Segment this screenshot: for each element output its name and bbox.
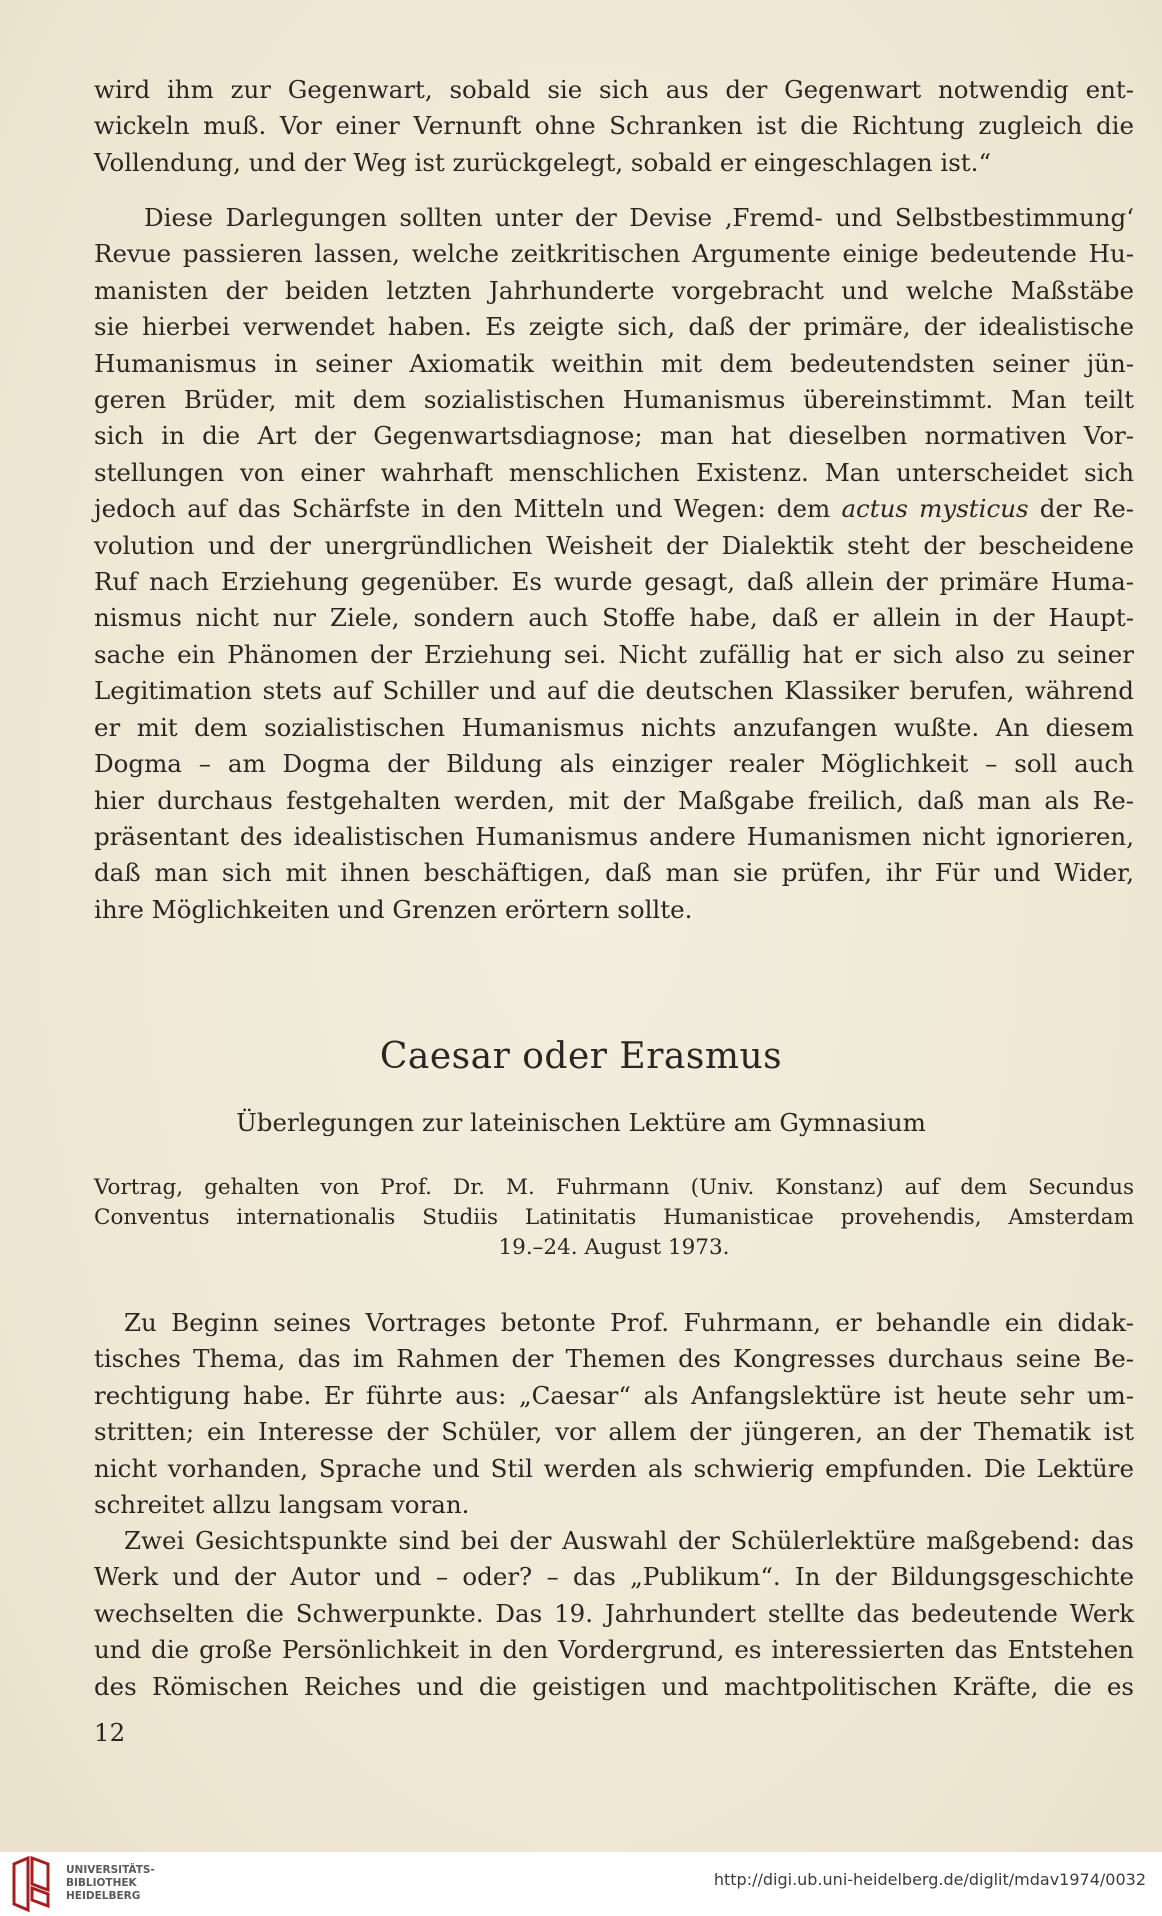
text-line: tisches Thema, das im Rahmen der Themen des Kongresses durchaus seine Be- [94,1344,1134,1374]
text-line: manisten der beiden letzten Jahrhunderte vorgebracht und welche Maßstäbe [94,275,1134,305]
note-date: 19.–24. August 1973. [498,1235,730,1260]
text-line: Revue passieren lassen, welche zeitkritischen Argumente einige bedeutende Hu- [94,239,1134,269]
source-url-link[interactable]: http://digi.ub.uni-heidelberg.de/diglit/mdav1974/0032 [713,1870,1146,1889]
page-number: 12 [94,1718,126,1747]
university-library-logo-icon [8,1856,60,1912]
library-footer [0,1852,1162,1916]
text-line: Humanismus in seiner Axiomatik weithin mit dem bedeutendsten seiner jün- [94,348,1134,378]
text-line: hier durchaus festgehalten werden, mit der Maßgabe freilich, daß man als Re- [94,785,1134,815]
text-line: Zwei Gesichtspunkte sind bei der Auswahl der Schülerlektüre maßgebend: das [124,1526,1134,1555]
text-line: wechselten die Schwerpunkte. Das 19. Jahrhundert stellte das bedeutende Werk [94,1598,1134,1628]
text-line: wird ihm zur Gegenwart, sobald sie sich aus der Gegenwart notwendig ent- [94,75,1134,104]
text-line: Werk und der Autor und – oder? – das „Publikum“. In der Bildungsgeschichte [94,1562,1134,1592]
text-line: Zu Beginn seines Vortrages betonte Prof. Fuhrmann, er behandle ein didak- [124,1308,1134,1337]
note-line: Vortrag, gehalten von Prof. Dr. M. Fuhrmann (Univ. Konstanz) auf dem Secundus [94,1175,1134,1200]
text-line: daß man sich mit ihnen beschäftigen, daß man sie prüfen, ihr Für und Wider, [94,858,1134,888]
text-line: er mit dem sozialistischen Humanismus nichts anzufangen wußte. An diesem [94,712,1134,742]
text-line: Ruf nach Erziehung gegenüber. Es wurde gesagt, daß allein der primäre Huma- [94,567,1134,597]
paragraph-viewpoints [94,1523,1134,1705]
text-line: nismus nicht nur Ziele, sondern auch Stoffe habe, daß er allein in der Haupt- [94,603,1134,633]
paragraph-summary [94,200,1134,928]
text-line: Vollendung, und der Weg ist zurückgelegt, sobald er eingeschlagen ist.“ [94,147,991,177]
paragraph-continuation [94,72,1134,181]
text-line: sich in die Art der Gegenwartsdiagnose; man hat dieselben normativen Vor- [94,421,1134,451]
library-name-line: BIBLIOTHEK [66,1877,137,1889]
text-line: Diese Darlegungen sollten unter der Devise ‚Fremd- und Selbstbestimmung‘ [144,203,1134,232]
text-line: stellungen von einer wahrhaft menschlichen Existenz. Man unterscheidet sich [94,457,1134,487]
text-line: jedoch auf das Schärfste in den Mitteln und Wegen: dem actus mysticus der Re- [94,494,1134,524]
text-line: sie hierbei verwendet haben. Es zeigte sich, daß der primäre, der idealistische [94,312,1134,342]
lecture-note [94,1173,1134,1263]
text-line: des Römischen Reiches und die geistigen und machtpolitischen Kräfte, die es [94,1671,1134,1701]
text-line: und die große Persönlichkeit in den Vordergrund, es interessierten das Entstehen [94,1635,1134,1665]
text-line: rechtigung habe. Er führte aus: „Caesar“ als Anfangslektüre ist heute sehr um- [94,1380,1134,1410]
text-line: geren Brüder, mit dem sozialistischen Humanismus übereinstimmt. Man teilt [94,385,1134,415]
article-heading: Caesar oder Erasmus [379,1036,783,1077]
text-line: nicht vorhanden, Sprache und Stil werden als schwierig empfunden. Die Lektüre [94,1453,1134,1483]
text-line: schreitet allzu langsam voran. [94,1490,470,1520]
text-line: Dogma – am Dogma der Bildung als einziger realer Möglichkeit – soll auch [94,749,1134,779]
text-line: stritten; ein Interesse der Schüler, vor allem der jüngeren, an der Thematik ist [94,1417,1134,1447]
article-subheading: Überlegungen zur lateinischen Lektüre am Gymnasium [236,1108,926,1137]
text-line: volution und der unergründlichen Weisheit der Dialektik steht der bescheidene [94,530,1134,560]
text-line: sache ein Phänomen der Erziehung sei. Nicht zufällig hat er sich also zu seiner [94,639,1134,669]
library-name [66,1864,155,1903]
text-line: präsentant des idealistischen Humanismus andere Humanismen nicht ignorieren, [94,821,1134,851]
text-line: ihre Möglichkeiten und Grenzen erörtern sollte. [94,894,693,924]
library-name-line: UNIVERSITÄTS- [66,1864,155,1876]
latin-phrase: actus mysticus [841,494,1029,524]
paragraph-intro [94,1305,1134,1523]
text-line: wickeln muß. Vor einer Vernunft ohne Schranken ist die Richtung zugleich die [94,111,1134,141]
note-line: Conventus internationalis Studiis Latinitatis Humanisticae provehendis, Amsterdam [94,1205,1134,1230]
library-name-line: HEIDELBERG [66,1890,141,1902]
text-line: Legitimation stets auf Schiller und auf die deutschen Klassiker berufen, während [94,676,1134,706]
